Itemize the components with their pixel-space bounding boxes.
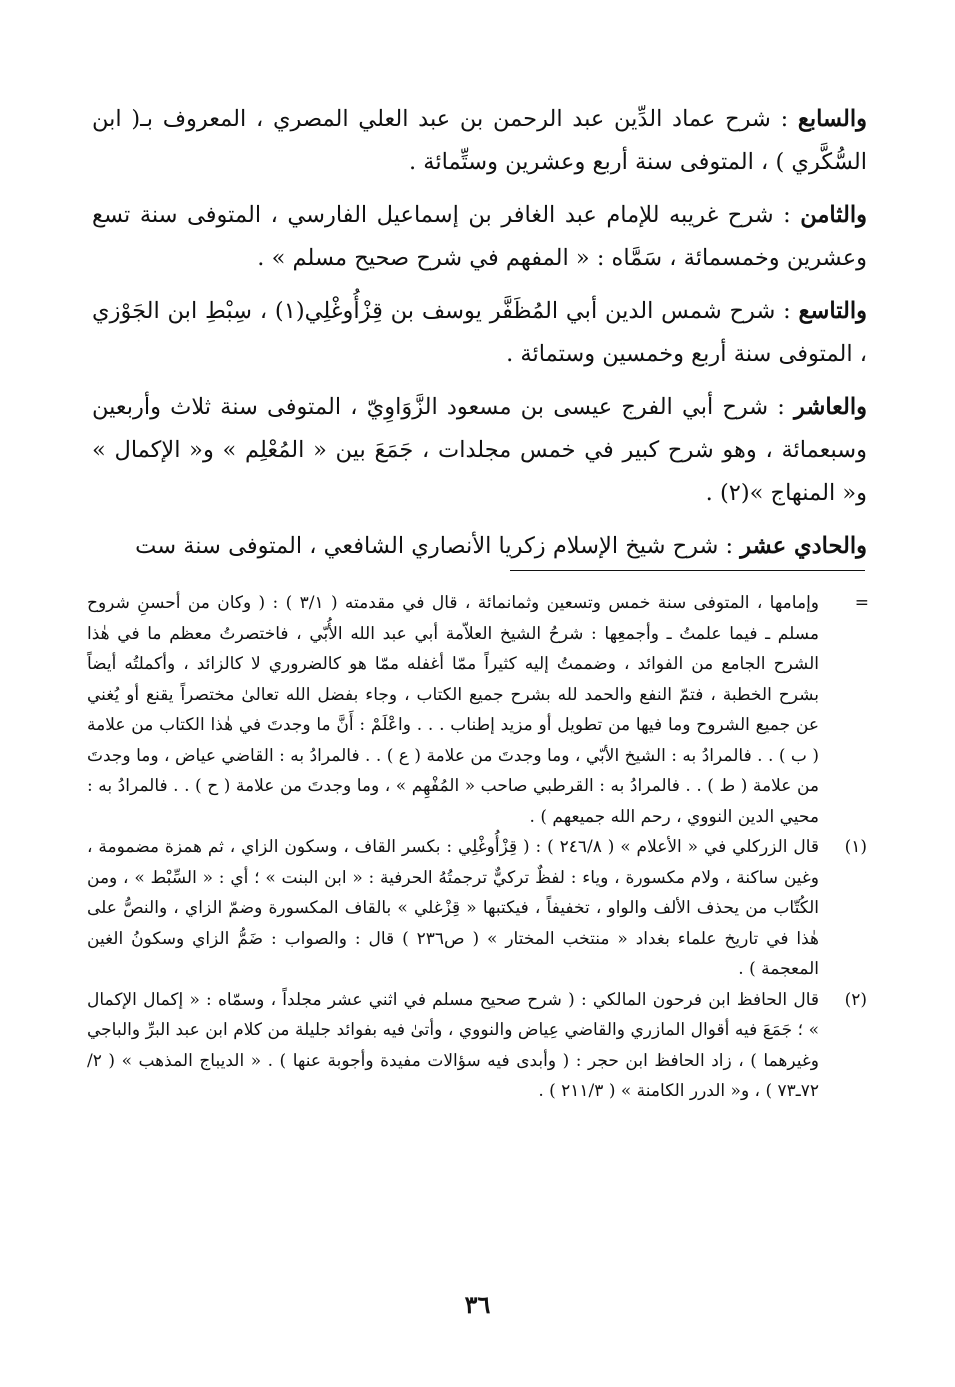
main-text-body (92, 98, 867, 578)
page-number: ٣٦ (464, 1290, 491, 1319)
paragraph-ninth (92, 290, 867, 376)
footnote-text: وإمامها ، المتوفى سنة خمس وتسعين وثمانمائة ، قال في مقدمته ( ٣/١ ) : ( وكان من أحسنِ شروح مسلم ـ فيما علمتُ ـ وأجمعِها : شرحُ الشيخ العلاّمة أبي عبد الله الأُبّي ، فاختصرتُ معظم ما في هٰذا الشرح الجامع من الفوائد ، وضممتُ إليه كثيراً ممّا أغفله ممّا هو كالضروري لا كالزائد ، وأكملتُه أيضاً بشرح الخطبة ، فتمّ النفع والحمد لله بشرح جميع الكتاب ، وجاء بفضل الله تعالىٰ مختصراً يقنع أو يُغني عن جميع الشروح وما فيها من تطويل أو مزيد إطناب . . . واعْلَمْ : أَنَّ ما وجدتَ في هٰذا الكتاب من علامة ( ب ) . . فالمرادُ به : الشيخ الأبّي ، وما وجدتَ من علامة ( ع ) . . فالمرادُ به : القاضي عياض ، وما وجدتَ من علامة ( ط ) . . فالمرادُ به : القرطبي صاحب « المُفْهِم » ، وما وجدتَ من علامة ( ح ) . . فالمرادُ به : محيي الدين النووي ، رحم الله جميعهم ) . (87, 593, 819, 827)
footnotes-section (87, 588, 867, 1107)
paragraph-text: : شرح عماد الدِّين عبد الرحمن بن عبد العلي المصري ، المعروف بـ( ابن السُّكَّري ) ، المتوفى سنة أربع وعشرين وستِّمائة . (92, 106, 867, 175)
footnote-continuation (87, 588, 867, 832)
paragraph-eighth (92, 194, 867, 280)
footnote-number: (١) (844, 837, 867, 857)
footnote-1 (87, 832, 867, 985)
paragraph-text: : شرح غريبه للإمام عبد الغافر بن إسماعيل الفارسي ، المتوفى سنة تسع وعشرين وخمسمائة ، سَمَّاه : « المفهم في شرح صحيح مسلم » . (92, 202, 867, 271)
paragraph-text: : شرح شمس الدين أبي المُظَفَّر يوسف بن قِزْأُوغْلِي(١) ، سِبْطِ ابن الجَوْزي ، المتوفى سنة أربع وخمسين وستمائة . (92, 298, 867, 367)
footnote-number: (٢) (844, 989, 867, 1010)
footnote-text: قال الحافظ ابن فرحون المالكي : ( شرح صحيح مسلم في اثني عشر مجلداً ، وسمّاه : « إكمال الإكمال » ؛ جَمَعَ فيه أقوال المازري والقاضي عِياض والنووي ، وأتىٰ فيه بفوائد جليلة من كلام ابن عبد البرِّ والباجي وغيرهما ) ، زاد الحافظ ابن حجر : ( وأبدى فيه سؤالات مفيدة وأجوبة عنها ) . « الديباج المذهب » ( ٢/ ٧٢ـ٧٣ ) ، و« الدرر الكامنة » ( ٢١١/٣ ) . (87, 989, 819, 1101)
continuation-mark: = (854, 593, 869, 613)
footnote-text: قال الزركلي في « الأعلام » ( ٢٤٦/٨ ) : ( قِزْأُوغْلِي : بكسر القاف ، وسكون الزاي ، ثم همزة مضمومة ، وغين ساكنة ، ولام مكسورة ، وياء : لفظٌ تركيٌّ ترجمتُهُ الحرفية : « ابن البنت » ؛ أي : « السِّبْط » ، ومن الكُتّاب من يحذف الألف والواو ، تخفيفاً ، فيكتبها « قِزْغلي » بالقاف المكسورة وضمّ الزاي ، والنصُّ على هٰذا في تاريخ علماء بغداد « منتخب المختار » ( ص٢٣٦ ) قال : والصواب : ضَمُّ الزاي وسكونُ الغين المعجمة ) . (87, 837, 820, 979)
paragraph-seventh (92, 98, 867, 184)
paragraph-eleventh (92, 525, 867, 568)
paragraph-lead: والتاسع (798, 298, 867, 324)
footnote-divider (510, 570, 865, 571)
footnote-2 (87, 985, 867, 1107)
paragraph-lead: والعاشر (794, 394, 867, 420)
paragraph-lead: والحادي عشر (740, 533, 867, 559)
paragraph-lead: والسابع (797, 106, 867, 132)
paragraph-text: : شرح أبي الفرج عيسى بن مسعود الزَّوَاوِيّ ، المتوفى سنة ثلاث وأربعين وسبعمائة ، وهو شرح كبير في خمس مجلدات ، جَمَعَ بين « المُعْلِم » و« الإكمال » و« المنهاج »(٢) . (92, 394, 867, 506)
paragraph-tenth (92, 386, 867, 515)
paragraph-text: : شرح شيخ الإسلام زكريا الأنصاري الشافعي ، المتوفى سنة ست (135, 533, 741, 559)
paragraph-lead: والثامن (800, 202, 867, 228)
